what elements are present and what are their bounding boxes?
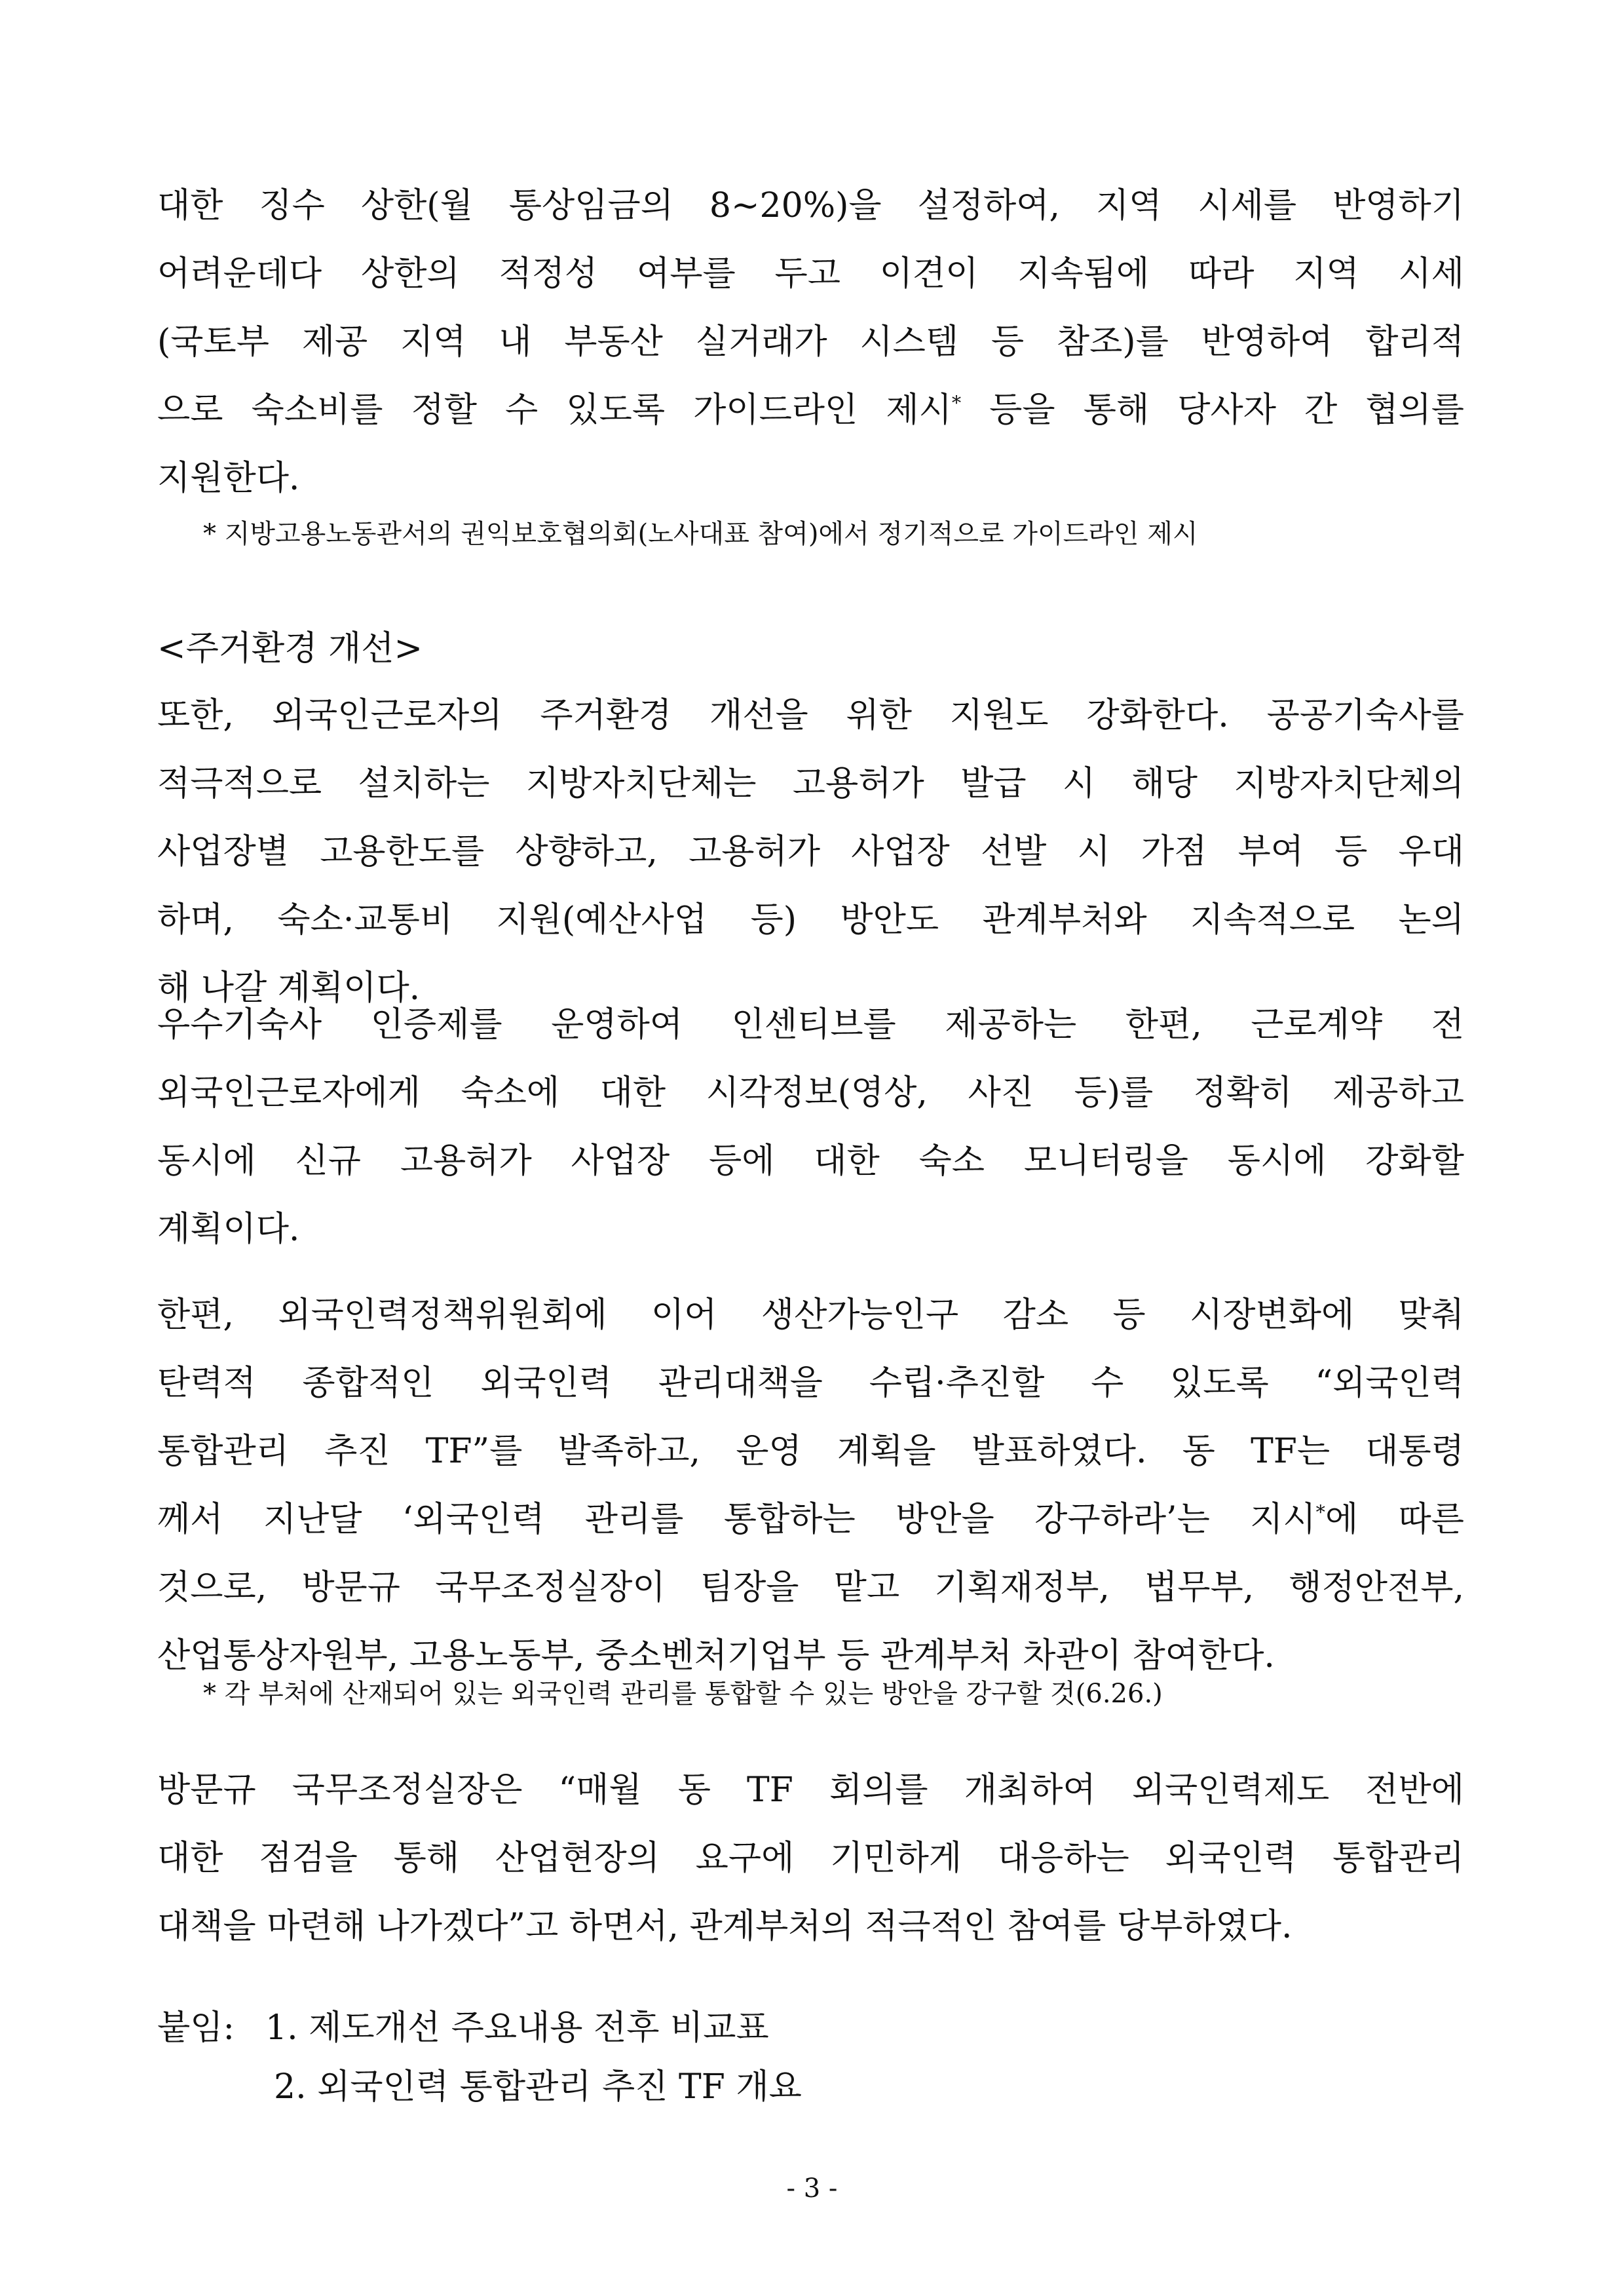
paragraph-5	[157, 1756, 1464, 1961]
paragraph-line: 사업장별 고용한도를 상향하고, 고용허가 사업장 선발 시 가점 부여 등 우대	[157, 832, 1464, 871]
footnote-1: * 지방고용노동관서의 권익보호협의회(노사대표 참여)에서 정기적으로 가이드라인 제시	[203, 519, 1198, 549]
paragraph-line: 방문규 국무조정실장은 “매월 동 TF 회의를 개최하여 외국인력제도 전반에	[157, 1770, 1464, 1810]
paragraph-3	[157, 991, 1464, 1263]
paragraph-line: 대책을 마련해 나가겠다”고 하면서, 관계부처의 적극적인 참여를 당부하였다.	[157, 1907, 1293, 1946]
paragraph-1	[157, 172, 1464, 512]
paragraph-line: 계획이다.	[157, 1210, 300, 1249]
footnote-marker: *	[951, 391, 962, 414]
paragraph-line: 한편, 외국인력정책위원회에 이어 생산가능인구 감소 등 시장변화에 맞춰	[157, 1295, 1464, 1335]
page-number: - 3 -	[786, 2173, 838, 2204]
paragraph-line: 우수기숙사 인증제를 운영하여 인센티브를 제공하는 한편, 근로계약 전	[157, 1005, 1464, 1044]
footnote-marker: *	[1315, 1501, 1325, 1523]
paragraph-line: 대한 징수 상한(월 통상임금의 8~20%)을 설정하여, 지역 시세를 반영하기	[157, 186, 1464, 225]
paragraph-line: 것으로, 방문규 국무조정실장이 팀장을 맡고 기획재정부, 법무부, 행정안전부,	[157, 1568, 1464, 1607]
paragraph-line: 께서 지난달 ‘외국인력 관리를 통합하는 방안을 강구하라’는 지시*에 따른	[157, 1500, 1464, 1539]
section-heading: <주거환경 개선>	[157, 629, 423, 668]
paragraph-line: 외국인근로자에게 숙소에 대한 시각정보(영상, 사진 등)를 정확히 제공하고	[157, 1073, 1464, 1113]
paragraph-4	[157, 1281, 1464, 1690]
attachment-item-2: 2. 외국인력 통합관리 추진 TF 개요	[274, 2067, 802, 2107]
paragraph-line: 대한 점검을 통해 산업현장의 요구에 기민하게 대응하는 외국인력 통합관리	[157, 1839, 1464, 1878]
paragraph-line: 으로 숙소비를 정할 수 있도록 가이드라인 제시* 등을 통해 당사자 간 협의를	[157, 391, 1464, 430]
paragraph-line: 어려운데다 상한의 적정성 여부를 두고 이견이 지속됨에 따라 지역 시세	[157, 254, 1464, 294]
paragraph-line: 통합관리 추진 TF”를 발족하고, 운영 계획을 발표하였다. 동 TF는 대통령	[157, 1432, 1464, 1471]
paragraph-line: 산업통상자원부, 고용노동부, 중소벤처기업부 등 관계부처 차관이 참여한다.	[157, 1636, 1275, 1675]
paragraph-line: 탄력적 종합적인 외국인력 관리대책을 수립·추진할 수 있도록 “외국인력	[157, 1364, 1464, 1403]
paragraph-2	[157, 681, 1464, 1022]
paragraph-line: 동시에 신규 고용허가 사업장 등에 대한 숙소 모니터링을 동시에 강화할	[157, 1141, 1464, 1181]
footnote-2: * 각 부처에 산재되어 있는 외국인력 관리를 통합할 수 있는 방안을 강구할 것(6.26.)	[203, 1679, 1163, 1709]
paragraph-line: 해 나갈 계획이다.	[157, 968, 421, 1008]
attachment-label: 붙임:	[157, 2008, 235, 2048]
paragraph-line: 지원한다.	[157, 459, 300, 498]
attachment-item-1: 1. 제도개선 주요내용 전후 비교표	[265, 2008, 769, 2048]
paragraph-line: 하며, 숙소·교통비 지원(예산사업 등) 방안도 관계부처와 지속적으로 논의	[157, 900, 1464, 940]
paragraph-line: (국토부 제공 지역 내 부동산 실거래가 시스템 등 참조)를 반영하여 합리적	[157, 322, 1464, 362]
paragraph-line: 적극적으로 설치하는 지방자치단체는 고용허가 발급 시 해당 지방자치단체의	[157, 764, 1464, 803]
paragraph-line: 또한, 외국인근로자의 주거환경 개선을 위한 지원도 강화한다. 공공기숙사를	[157, 696, 1464, 735]
